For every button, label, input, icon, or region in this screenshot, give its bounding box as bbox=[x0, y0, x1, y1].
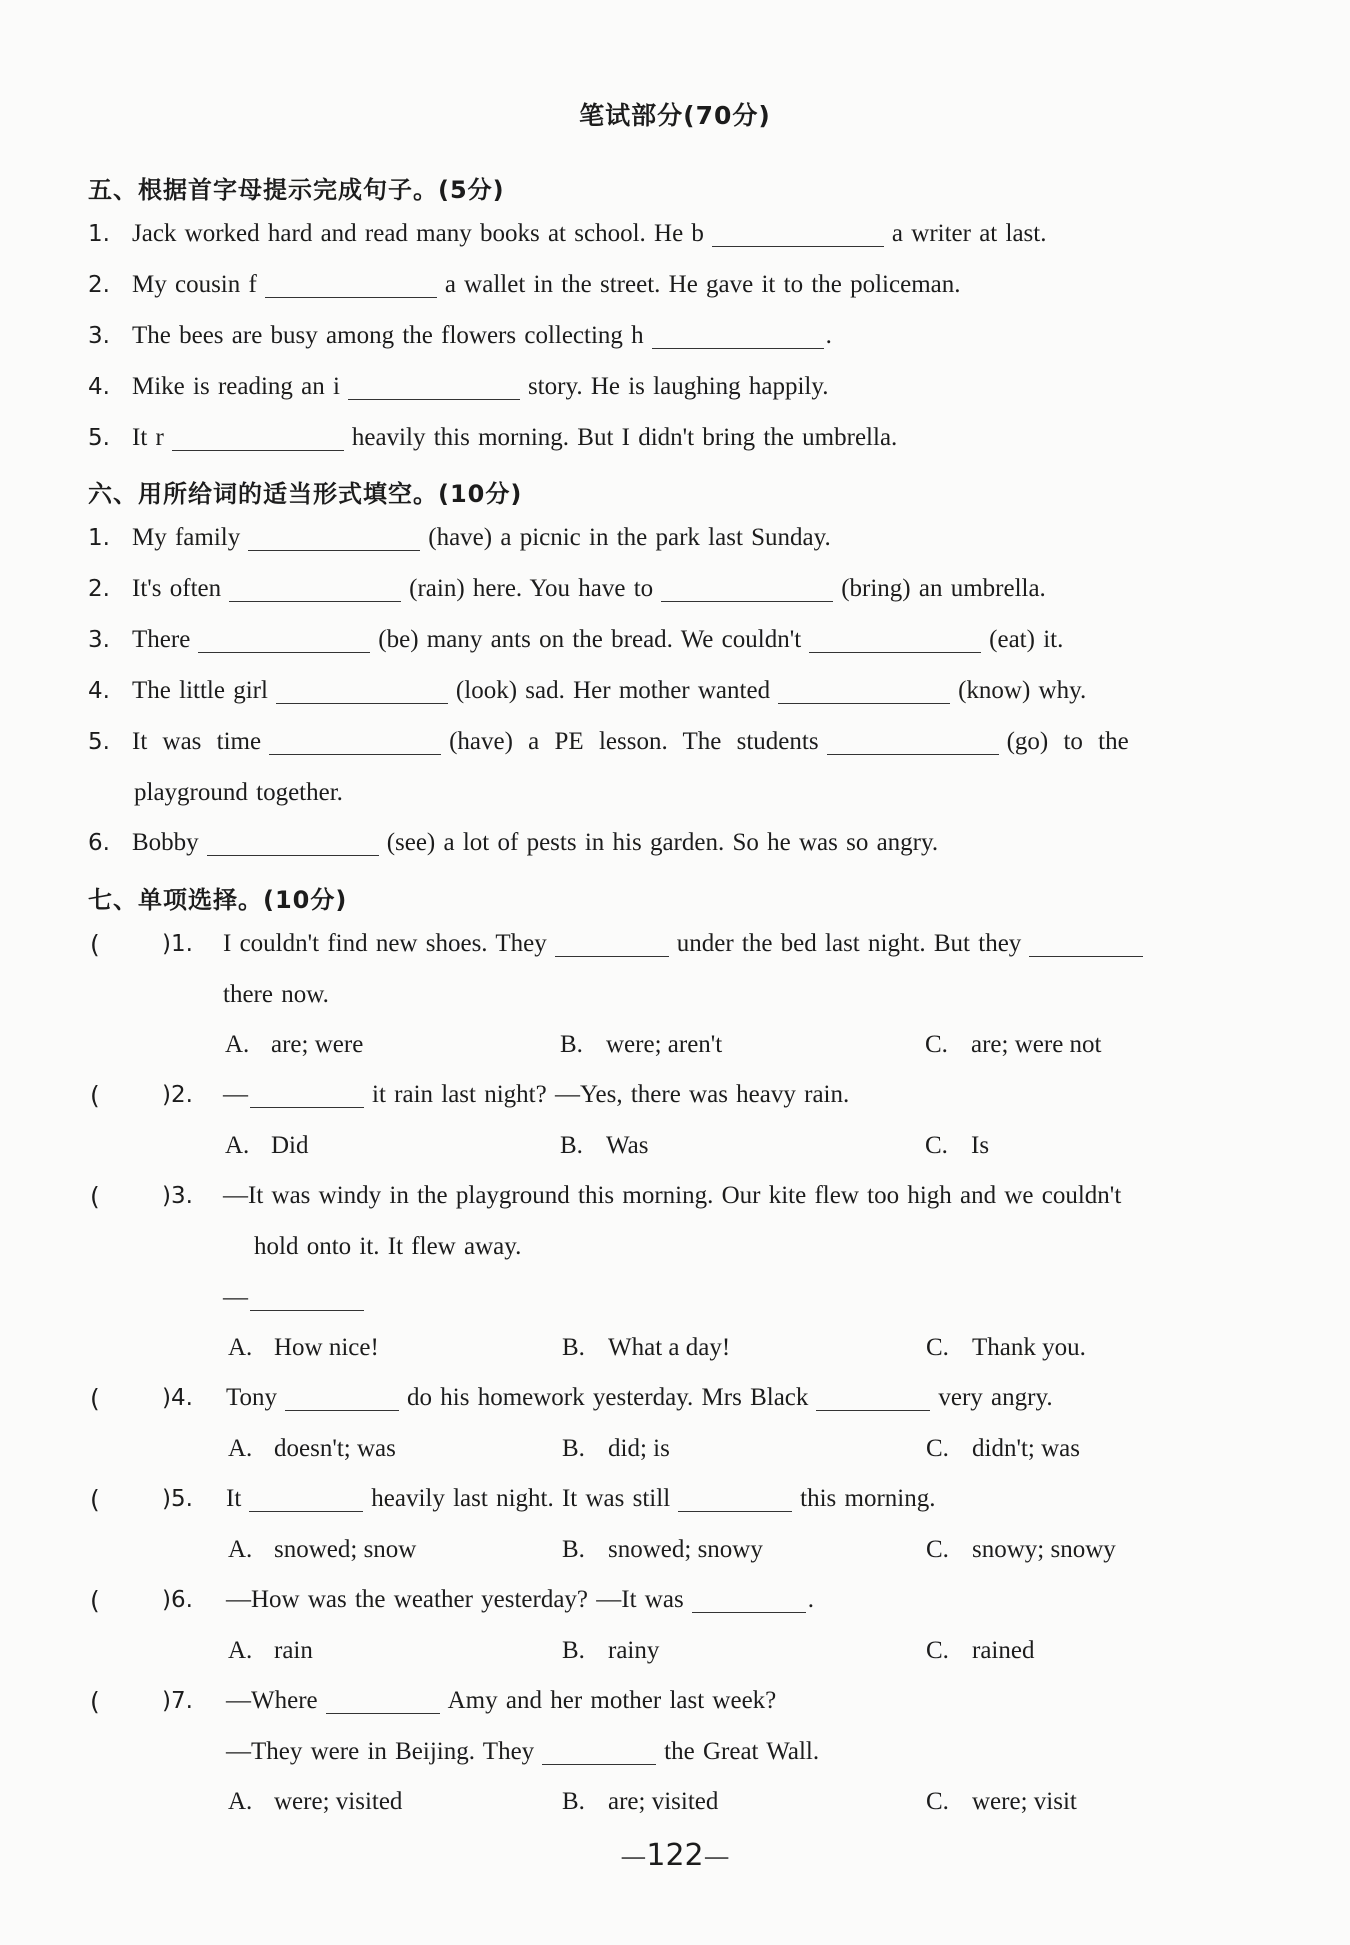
answer-paren[interactable]: ( bbox=[90, 1586, 100, 1615]
q2-option-a[interactable]: A. Did bbox=[225, 1132, 309, 1159]
question-number: )6. bbox=[162, 1587, 193, 1613]
s6-item-5: 5. It was time (have) a PE lesson. The students (go) to the bbox=[88, 728, 1129, 755]
answer-blank[interactable] bbox=[712, 220, 884, 247]
s6-item-5-cont: playground together. bbox=[134, 779, 343, 806]
answer-blank[interactable] bbox=[285, 1384, 399, 1411]
q3-reply: — bbox=[223, 1284, 372, 1312]
q7-reply: —They were in Beijing. They the Great Wall. bbox=[226, 1738, 820, 1765]
answer-blank[interactable] bbox=[809, 626, 981, 653]
answer-blank[interactable] bbox=[250, 1081, 364, 1108]
s5-item-3: 3. The bees are busy among the flowers collecting h . bbox=[88, 322, 832, 349]
answer-blank[interactable] bbox=[555, 930, 669, 957]
q3-text-cont: hold onto it. It flew away. bbox=[254, 1233, 522, 1260]
answer-blank[interactable] bbox=[692, 1586, 806, 1613]
section-5-heading: 五、根据首字母提示完成句子。(5分) bbox=[88, 176, 505, 204]
page-dash-left: — bbox=[620, 1842, 647, 1872]
answer-blank[interactable] bbox=[542, 1738, 656, 1765]
q6-option-b[interactable]: B. rainy bbox=[562, 1637, 660, 1664]
q1-option-b[interactable]: B. were; aren't bbox=[560, 1031, 723, 1058]
answer-paren[interactable]: ( bbox=[90, 1687, 100, 1716]
q3-text: —It was windy in the playground this morning. Our kite flew too high and we couldn't bbox=[223, 1182, 1122, 1209]
question-number: )7. bbox=[162, 1688, 193, 1714]
q4-option-c[interactable]: C. didn't; was bbox=[926, 1435, 1080, 1462]
answer-paren[interactable]: ( bbox=[90, 1485, 100, 1514]
answer-blank[interactable] bbox=[276, 677, 448, 704]
q7-option-a[interactable]: A. were; visited bbox=[228, 1788, 403, 1815]
q2-option-b[interactable]: B. Was bbox=[560, 1132, 649, 1159]
answer-blank[interactable] bbox=[250, 1284, 364, 1311]
answer-blank[interactable] bbox=[269, 728, 441, 755]
answer-blank[interactable] bbox=[207, 829, 379, 856]
answer-blank[interactable] bbox=[678, 1485, 792, 1512]
question-number: )2. bbox=[162, 1082, 193, 1108]
s6-item-1: 1. My family (have) a picnic in the park last Sunday. bbox=[88, 524, 831, 551]
s6-item-4: 4. The little girl (look) sad. Her mother wanted (know) why. bbox=[88, 677, 1087, 704]
question-number: )4. bbox=[162, 1385, 193, 1411]
s6-item-2: 2. It's often (rain) here. You have to (bring) an umbrella. bbox=[88, 575, 1046, 602]
q1-text: I couldn't find new shoes. They under the bed last night. But they bbox=[223, 930, 1151, 958]
answer-paren[interactable]: ( bbox=[90, 1182, 100, 1211]
s5-item-1: 1. Jack worked hard and read many books at school. He b a writer at last. bbox=[88, 220, 1047, 247]
s6-item-3: 3. There (be) many ants on the bread. We couldn't (eat) it. bbox=[88, 626, 1064, 653]
q3-option-c[interactable]: C. Thank you. bbox=[926, 1334, 1086, 1361]
q7-text: —Where Amy and her mother last week? bbox=[226, 1687, 777, 1714]
answer-blank[interactable] bbox=[778, 677, 950, 704]
s5-item-5: 5. It r heavily this morning. But I didn't bring the umbrella. bbox=[88, 424, 898, 451]
answer-paren[interactable]: ( bbox=[90, 1081, 100, 1110]
q5-option-b[interactable]: B. snowed; snowy bbox=[562, 1536, 763, 1563]
q7-option-c[interactable]: C. were; visit bbox=[926, 1788, 1077, 1815]
q1-option-a[interactable]: A. are; were bbox=[225, 1031, 364, 1058]
q4-option-a[interactable]: A. doesn't; was bbox=[228, 1435, 396, 1462]
answer-blank[interactable] bbox=[229, 575, 401, 602]
q7-option-b[interactable]: B. are; visited bbox=[562, 1788, 719, 1815]
q6-text: —How was the weather yesterday? —It was . bbox=[226, 1586, 814, 1613]
section-6-heading: 六、用所给词的适当形式填空。(10分) bbox=[88, 480, 523, 508]
s6-item-6: 6. Bobby (see) a lot of pests in his garden. So he was so angry. bbox=[88, 829, 939, 856]
answer-paren[interactable]: ( bbox=[90, 930, 100, 959]
page-number: —122— bbox=[620, 1838, 730, 1873]
answer-blank[interactable] bbox=[249, 1485, 363, 1512]
answer-blank[interactable] bbox=[198, 626, 370, 653]
answer-blank[interactable] bbox=[265, 271, 437, 298]
q5-option-c[interactable]: C. snowy; snowy bbox=[926, 1536, 1116, 1563]
q1-option-c[interactable]: C. are; were not bbox=[925, 1031, 1102, 1058]
question-number: )3. bbox=[162, 1183, 193, 1209]
q4-option-b[interactable]: B. did; is bbox=[562, 1435, 670, 1462]
page-dash-right: — bbox=[703, 1842, 730, 1872]
answer-paren[interactable]: ( bbox=[90, 1384, 100, 1413]
page-title: 笔试部分(70分) bbox=[579, 101, 771, 130]
q3-option-a[interactable]: A. How nice! bbox=[228, 1334, 379, 1361]
s5-item-2: 2. My cousin f a wallet in the street. He gave it to the policeman. bbox=[88, 271, 961, 298]
q6-option-c[interactable]: C. rained bbox=[926, 1637, 1035, 1664]
question-number: )1. bbox=[162, 931, 193, 957]
answer-blank[interactable] bbox=[348, 373, 520, 400]
answer-blank[interactable] bbox=[652, 322, 824, 349]
answer-blank[interactable] bbox=[661, 575, 833, 602]
q1-text-cont: there now. bbox=[223, 981, 329, 1008]
answer-blank[interactable] bbox=[816, 1384, 930, 1411]
q6-option-a[interactable]: A. rain bbox=[228, 1637, 313, 1664]
q5-text: It heavily last night. It was still this morning. bbox=[226, 1485, 936, 1512]
q2-option-c[interactable]: C. Is bbox=[925, 1132, 990, 1159]
answer-blank[interactable] bbox=[172, 424, 344, 451]
q2-text: — it rain last night? —Yes, there was heavy rain. bbox=[223, 1081, 850, 1108]
answer-blank[interactable] bbox=[827, 728, 999, 755]
question-number: )5. bbox=[162, 1486, 193, 1512]
answer-blank[interactable] bbox=[1029, 930, 1143, 957]
answer-blank[interactable] bbox=[326, 1687, 440, 1714]
q5-option-a[interactable]: A. snowed; snow bbox=[228, 1536, 417, 1563]
s5-item-4: 4. Mike is reading an i story. He is laughing happily. bbox=[88, 373, 829, 400]
q3-option-b[interactable]: B. What a day! bbox=[562, 1334, 731, 1361]
answer-blank[interactable] bbox=[248, 524, 420, 551]
q4-text: Tony do his homework yesterday. Mrs Black very angry. bbox=[226, 1384, 1053, 1411]
section-7-heading: 七、单项选择。(10分) bbox=[88, 886, 348, 914]
